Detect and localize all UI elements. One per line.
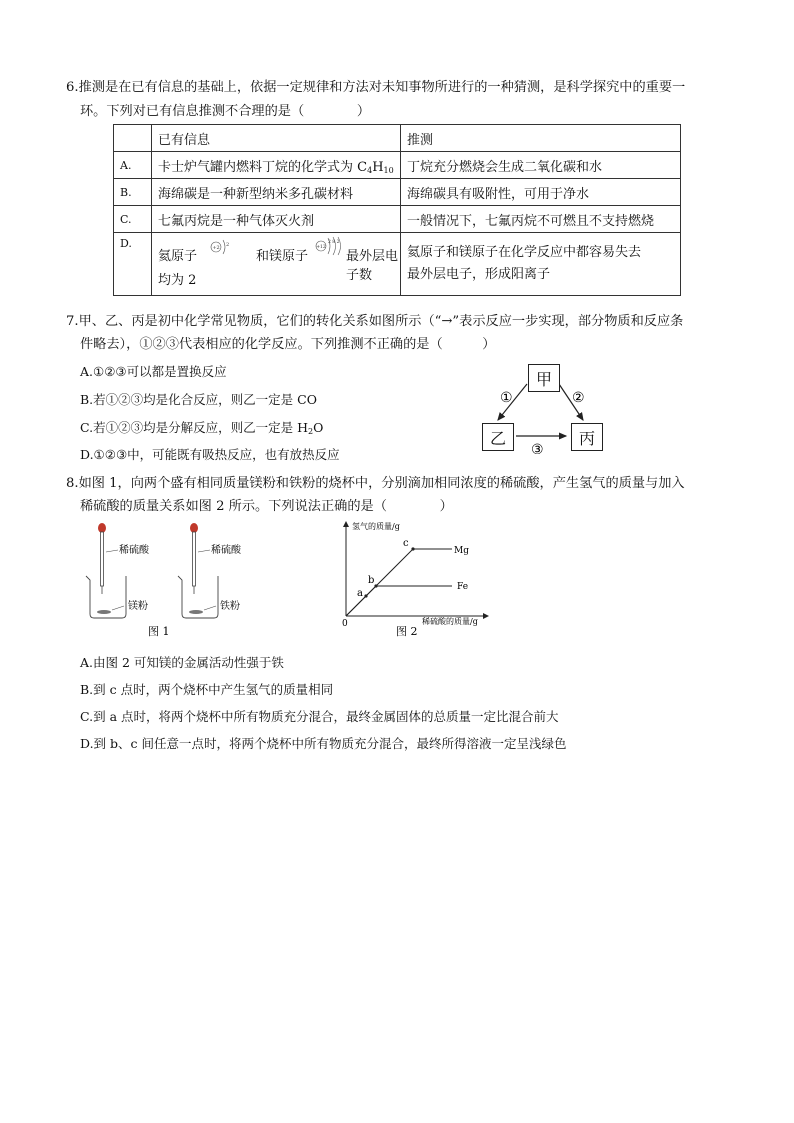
table-row bbox=[114, 179, 681, 206]
helium-atom-icon bbox=[208, 237, 230, 257]
he-label: 氦原子 bbox=[158, 249, 198, 264]
figure2-caption: 图 2 bbox=[396, 625, 418, 638]
svg-text:2: 2 bbox=[226, 242, 230, 248]
row-label: D. bbox=[114, 233, 152, 296]
point-a bbox=[364, 594, 367, 597]
mg-label: 和镁原子 bbox=[256, 249, 309, 264]
q8-stem-line2: 稀硫酸的质量关系如图 2 所示。下列说法正确的是（ ） bbox=[80, 499, 453, 514]
row-guess: 海绵碳具有吸附性，可用于净水 bbox=[401, 179, 681, 206]
point-b-label: b bbox=[368, 575, 375, 586]
row-guess: 丁烷充分燃烧会生成二氧化碳和水 bbox=[401, 152, 681, 179]
dropper-tube-icon bbox=[193, 532, 196, 586]
row-label: A. bbox=[114, 152, 152, 179]
beaker1-label: 镁粉 bbox=[128, 601, 148, 612]
arrow-label-3: ③ bbox=[531, 442, 544, 454]
q7-stem-line2: 件略去），①②③代表相应的化学反应。下列推测不正确的是（ ） bbox=[80, 337, 496, 352]
row-info: 海绵碳是一种新型纳米多孔碳材料 bbox=[152, 179, 401, 206]
row-info bbox=[152, 233, 401, 296]
q8-figure-1 bbox=[76, 520, 266, 642]
svg-text:+12: +12 bbox=[316, 245, 326, 250]
point-a-label: a bbox=[357, 588, 363, 599]
svg-text:2 8 2: 2 8 2 bbox=[328, 240, 340, 245]
point-b bbox=[374, 584, 377, 587]
series-mg-label: Mg bbox=[454, 546, 469, 556]
row-info: 七氟丙烷是一种气体灭火剂 bbox=[152, 206, 401, 233]
magnesium-atom-icon bbox=[314, 235, 348, 257]
table-header-row bbox=[114, 125, 681, 152]
q7-option-c: C.若①②③均是分解反应，则乙一定是 $H_2O$ bbox=[80, 420, 324, 436]
q7-option-a: A.①②③可以都是置换反应 bbox=[80, 364, 227, 379]
figure1-caption: 图 1 bbox=[148, 625, 170, 638]
q6-stem-line1: 6.推测是在已有信息的基础上，依据一定规律和方法对未知事物所进行的一种猜测，是科学探究中的重要一 bbox=[66, 80, 686, 95]
node-yi: 乙 bbox=[482, 423, 514, 451]
svg-text:+2: +2 bbox=[212, 245, 220, 251]
beaker2-label: 铁粉 bbox=[220, 601, 240, 612]
series-mg-line bbox=[346, 549, 452, 616]
point-c bbox=[411, 547, 414, 550]
origin-label: 0 bbox=[342, 619, 348, 629]
q7-transformation-diagram bbox=[478, 362, 608, 454]
node-bing: 丙 bbox=[571, 423, 603, 451]
dropper-bulb-icon bbox=[190, 523, 198, 533]
dropper2-label: 稀硫酸 bbox=[211, 545, 241, 556]
node-jia: 甲 bbox=[528, 364, 560, 392]
q7-option-d: D.①②③中，可能既有吸热反应，也有放热反应 bbox=[80, 447, 340, 462]
arrow-label-1: ① bbox=[500, 390, 513, 406]
arrow-label-2: ② bbox=[572, 390, 585, 406]
header-info: 已有信息 bbox=[152, 125, 401, 152]
q8-option-a: A.由图 2 可知镁的金属活动性强于铁 bbox=[80, 655, 284, 670]
q6-stem-line2: 环。下列对已有信息推测不合理的是（ ） bbox=[80, 104, 371, 119]
q8-figure-2 bbox=[330, 516, 500, 642]
valence-value: 均为 2 bbox=[158, 273, 197, 288]
table-row bbox=[114, 233, 681, 296]
q7-option-b: B.若①②③均是化合反应，则乙一定是 CO bbox=[80, 392, 317, 407]
series-fe-label: Fe bbox=[457, 582, 469, 592]
header-guess: 推测 bbox=[401, 125, 681, 152]
q8-option-b: B.到 c 点时，两个烧杯中产生氢气的质量相同 bbox=[80, 682, 334, 697]
row-label: C. bbox=[114, 206, 152, 233]
row-guess: 氦原子和镁原子在化学反应中都容易失去 最外层电子，形成阳离子 bbox=[401, 233, 681, 296]
table-row bbox=[114, 206, 681, 233]
x-axis-label: 稀硫酸的质量/g bbox=[422, 617, 478, 626]
row-info: 卡士炉气罐内燃料丁烷的化学式为 $C_4H_{10}$ bbox=[152, 152, 401, 179]
q8-option-d: D.到 b、c 间任意一点时，将两个烧杯中所有物质充分混合，最终所得溶液一定呈浅绿色 bbox=[80, 736, 567, 751]
row-label: B. bbox=[114, 179, 152, 206]
dropper-bulb-icon bbox=[98, 523, 106, 533]
dropper-tube-icon bbox=[101, 532, 104, 586]
dropper1-label: 稀硫酸 bbox=[119, 545, 149, 556]
table-row bbox=[114, 152, 681, 179]
q8-option-c: C.到 a 点时，将两个烧杯中所有物质充分混合，最终金属固体的总质量一定比混合前大 bbox=[80, 709, 559, 724]
y-axis-label: 氢气的质量/g bbox=[352, 522, 400, 531]
valence-label: 最外层电子数 bbox=[346, 249, 399, 283]
q6-info-table bbox=[113, 124, 681, 296]
q8-stem-line1: 8.如图 1，向两个盛有相同质量镁粉和铁粉的烧杯中，分别滴加相同浓度的稀硫酸，产生氢气的质量与加入 bbox=[66, 476, 685, 491]
row-guess: 一般情况下，七氟丙烷不可燃且不支持燃烧 bbox=[401, 206, 681, 233]
point-c-label: c bbox=[403, 538, 409, 549]
q7-stem-line1: 7.甲、乙、丙是初中化学常见物质，它们的转化关系如图所示（“→”表示反应一步实现，部分物质和反应条 bbox=[66, 314, 684, 329]
